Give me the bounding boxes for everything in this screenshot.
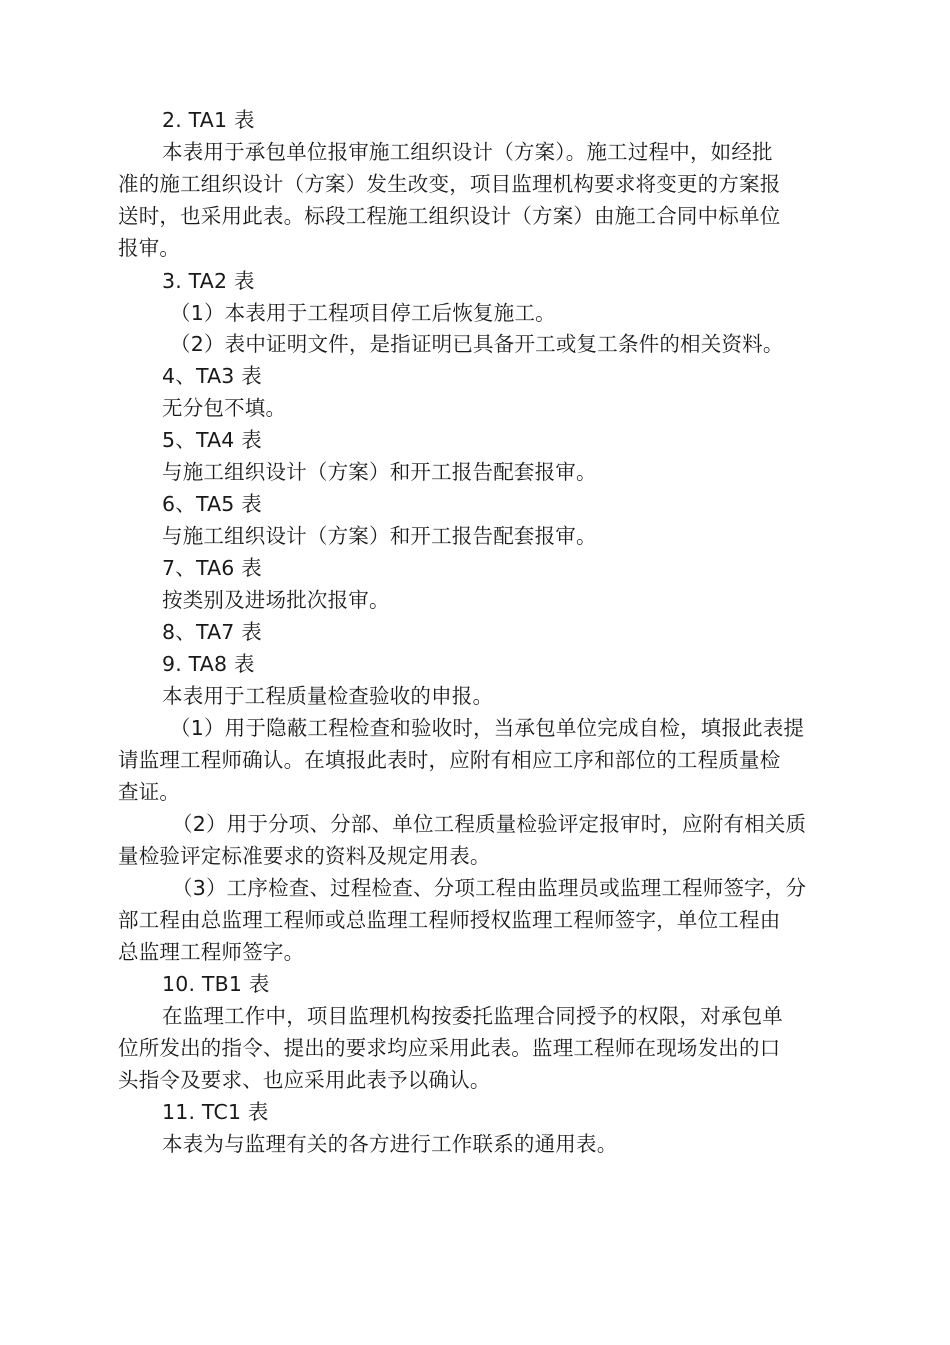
paragraph-line: 查证。 — [118, 780, 181, 804]
paragraph-line: 在监理工作中，项目监理机构按委托监理合同授予的权限，对承包单 — [162, 1004, 783, 1028]
heading-tb1: 10. TB1 表 — [162, 972, 270, 996]
paragraph-line: 准的施工组织设计（方案）发生改变，项目监理机构要求将变更的方案报 — [118, 172, 781, 196]
paragraph-line: 本表为与监理有关的各方进行工作联系的通用表。 — [162, 1132, 618, 1156]
paragraph-line: （3）工序检查、过程检查、分项工程由监理员或监理工程师签字，分 — [172, 876, 807, 900]
paragraph-line: 本表用于承包单位报审施工组织设计（方案）。施工过程中，如经批 — [162, 140, 773, 164]
paragraph-line: （2）表中证明文件，是指证明已具备开工或复工条件的相关资料。 — [170, 332, 784, 356]
paragraph-line: 送时，也采用此表。标段工程施工组织设计（方案）由施工合同中标单位 — [118, 204, 781, 228]
paragraph-line: 量检验评定标准要求的资料及规定用表。 — [118, 844, 491, 868]
paragraph-line: 按类别及进场批次报审。 — [162, 588, 390, 612]
heading-ta2: 3. TA2 表 — [162, 269, 255, 293]
paragraph-line: 头指令及要求、也应采用此表予以确认。 — [118, 1068, 491, 1092]
heading-ta7: 8、TA7 表 — [162, 620, 262, 644]
heading-ta4: 5、TA4 表 — [162, 428, 262, 452]
paragraph-line: 请监理工程师确认。在填报此表时，应附有相应工序和部位的工程质量检 — [118, 748, 781, 772]
paragraph-line: 报审。 — [118, 236, 181, 260]
heading-ta6: 7、TA6 表 — [162, 556, 262, 580]
paragraph-line: 与施工组织设计（方案）和开工报告配套报审。 — [162, 460, 597, 484]
heading-ta5: 6、TA5 表 — [162, 492, 262, 516]
paragraph-line: 无分包不填。 — [162, 396, 287, 420]
heading-tc1: 11. TC1 表 — [162, 1100, 269, 1124]
paragraph-line: （2）用于分项、分部、单位工程质量检验评定报审时，应附有相关质 — [172, 812, 807, 836]
paragraph-line: 总监理工程师签字。 — [118, 940, 305, 964]
paragraph-line: （1）本表用于工程项目停工后恢复施工。 — [170, 301, 556, 325]
paragraph-line: 部工程由总监理工程师或总监理工程师授权监理工程师签字，单位工程由 — [118, 908, 781, 932]
heading-ta8: 9. TA8 表 — [162, 652, 255, 676]
heading-ta3: 4、TA3 表 — [162, 364, 262, 388]
paragraph-line: 本表用于工程质量检查验收的申报。 — [162, 684, 494, 708]
paragraph-line: （1）用于隐蔽工程检查和验收时，当承包单位完成自检，填报此表提 — [170, 716, 805, 740]
paragraph-line: 位所发出的指令、提出的要求均应采用此表。监理工程师在现场发出的口 — [118, 1036, 781, 1060]
paragraph-line: 与施工组织设计（方案）和开工报告配套报审。 — [162, 524, 597, 548]
heading-ta1: 2. TA1 表 — [162, 108, 255, 132]
